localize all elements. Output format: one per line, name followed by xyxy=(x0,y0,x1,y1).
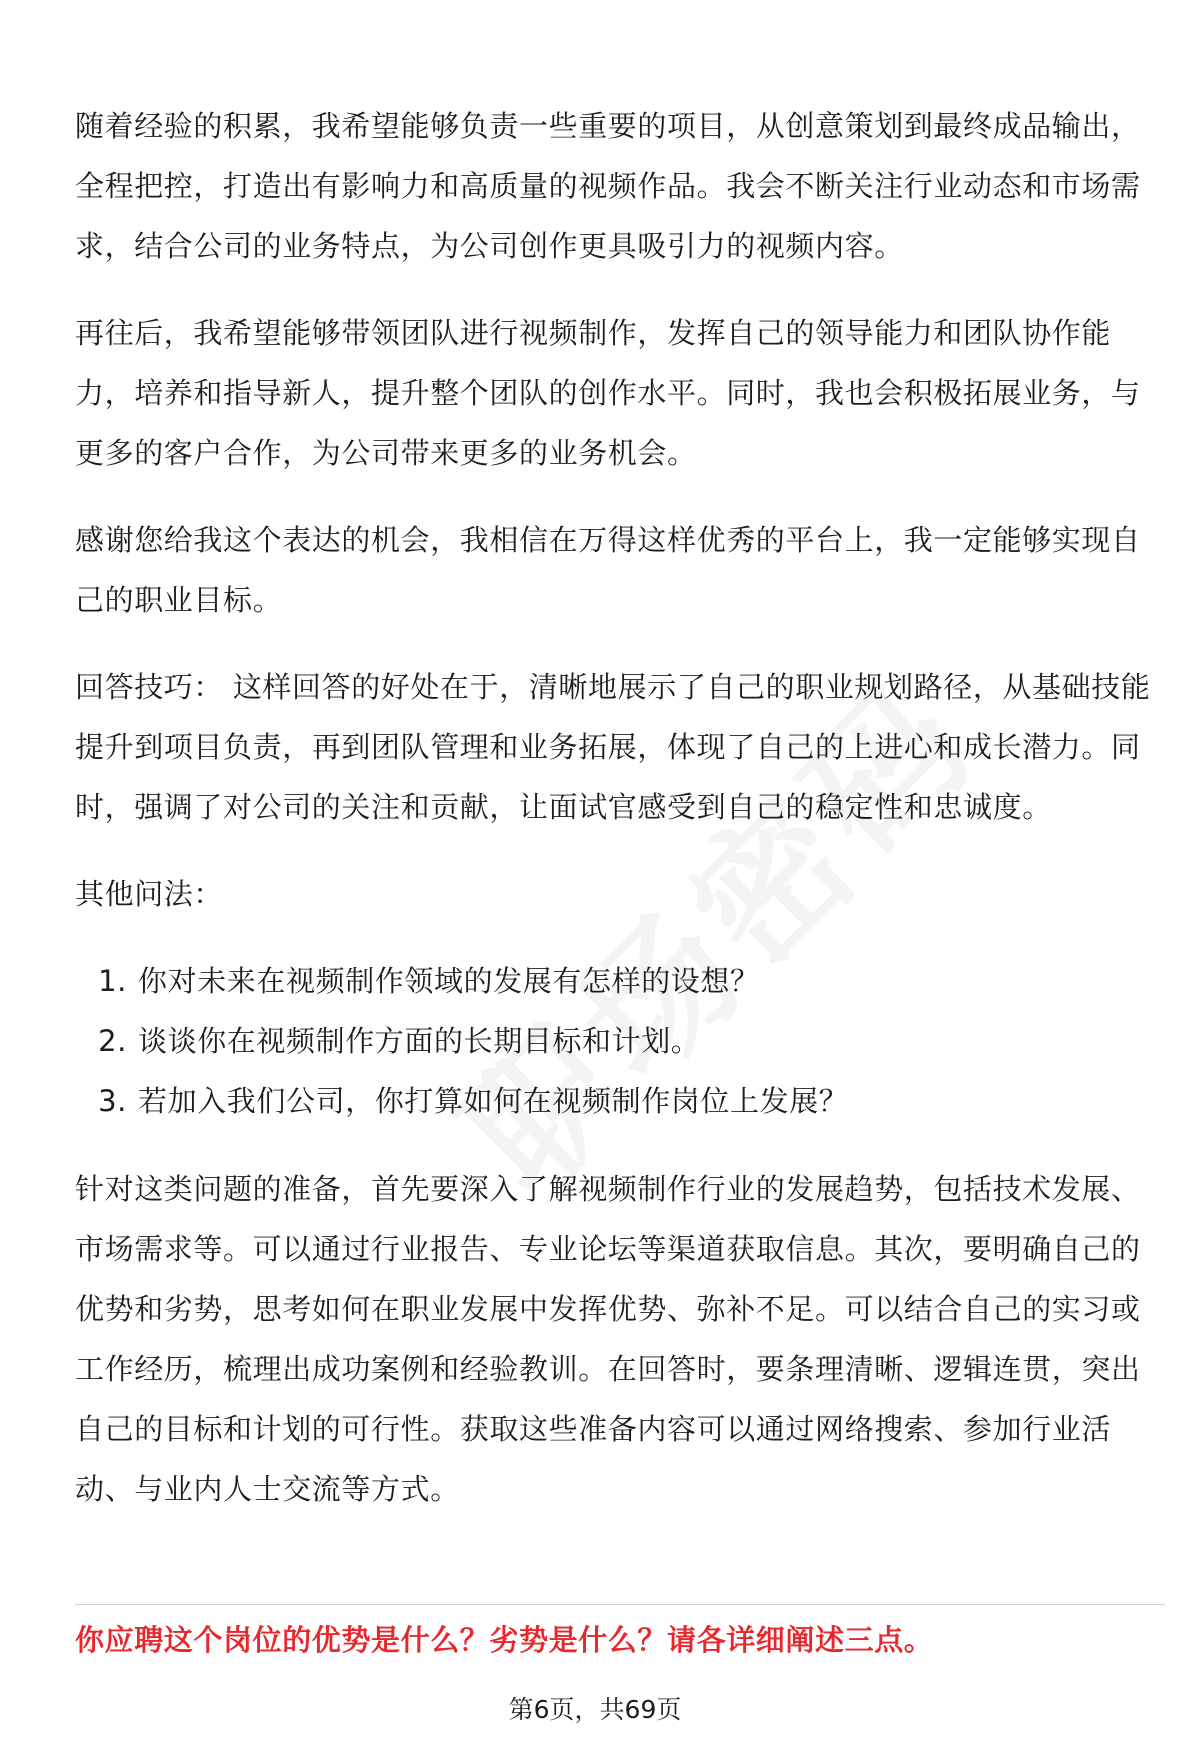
list-item-number: 3. xyxy=(98,1084,127,1118)
paragraph-other-questions-heading: 其他问法： xyxy=(75,877,224,911)
list-item xyxy=(75,951,1165,1011)
paragraph-thanks: 感谢您给我这个表达的机会，我相信在万得这样优秀的平台上，我一定能够实现自己的职业目标。 xyxy=(75,523,1141,617)
other-questions-list xyxy=(75,951,1165,1131)
list-item xyxy=(75,1011,1165,1071)
section-divider xyxy=(75,1604,1165,1605)
list-item-text: 谈谈你在视频制作方面的长期目标和计划。 xyxy=(138,1024,701,1058)
document-body xyxy=(75,96,1165,1546)
list-item-number: 2. xyxy=(98,1024,127,1058)
next-question-heading: 你应聘这个岗位的优势是什么？劣势是什么？请各详细阐述三点。 xyxy=(75,1623,934,1657)
paragraph-career-plan-mid: 随着经验的积累，我希望能够负责一些重要的项目，从创意策划到最终成品输出，全程把控，打造出有影响力和高质量的视频作品。我会不断关注行业动态和市场需求，结合公司的业务特点，为公司创作更具吸引力的视频内容。 xyxy=(75,109,1141,263)
paragraph-career-plan-long: 再往后，我希望能够带领团队进行视频制作，发挥自己的领导能力和团队协作能力，培养和指导新人，提升整个团队的创作水平。同时，我也会积极拓展业务，与更多的客户合作，为公司带来更多的业务机会。 xyxy=(75,316,1141,470)
list-item-text: 若加入我们公司，你打算如何在视频制作岗位上发展？ xyxy=(138,1084,849,1118)
list-item-number: 1. xyxy=(98,964,127,998)
paragraph-preparation: 针对这类问题的准备，首先要深入了解视频制作行业的发展趋势，包括技术发展、市场需求等。可以通过行业报告、专业论坛等渠道获取信息。其次，要明确自己的优势和劣势，思考如何在职业发展中发挥优势、弥补不足。可以结合自己的实习或工作经历，梳理出成功案例和经验教训。在回答时，要条理清晰、逻辑连贯，突出自己的目标和计划的可行性。获取这些准备内容可以通过网络搜索、参加行业活动、与业内人士交流等方式。 xyxy=(75,1172,1141,1506)
list-item-text: 你对未来在视频制作领域的发展有怎样的设想？ xyxy=(138,964,760,998)
list-item xyxy=(75,1071,1165,1131)
page-number: 第6页，共69页 xyxy=(508,1695,682,1724)
paragraph-answer-tips: 回答技巧： 这样回答的好处在于，清晰地展示了自己的职业规划路径，从基础技能提升到项目负责，再到团队管理和业务拓展，体现了自己的上进心和成长潜力。同时，强调了对公司的关注和贡献，让面试官感受到自己的稳定性和忠诚度。 xyxy=(75,670,1151,824)
